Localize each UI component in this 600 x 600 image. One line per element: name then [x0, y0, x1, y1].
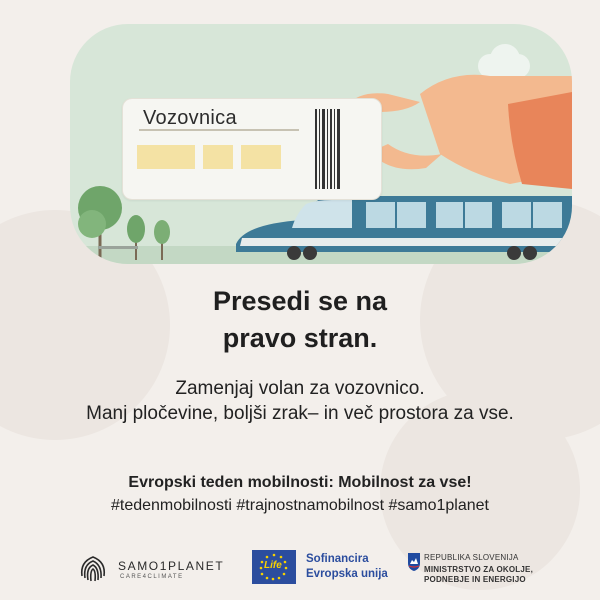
ticket-field [203, 145, 233, 169]
headline-line-2: pravo stran. [222, 323, 378, 353]
subtext-line-1: Zamenjaj volan za vozovnico. [175, 378, 425, 399]
eu-flag-icon [252, 550, 296, 584]
subtext [0, 376, 600, 426]
samo1planet-name: SAMO1PLANET [118, 559, 225, 573]
life-badge: Life [264, 560, 282, 571]
barcode [315, 109, 341, 189]
slovenia-line-2: MINISTRSTVO ZA OKOLJE, [424, 565, 533, 574]
ticket-underline [139, 129, 299, 131]
slovenia-line-3: PODNEBJE IN ENERGIJO [424, 575, 526, 584]
ticket-title: Vozovnica [143, 107, 237, 129]
campaign-title: Evropski teden mobilnosti: Mobilnost za vse! [128, 474, 472, 491]
slovenia-line-1: REPUBLIKA SLOVENIJA [424, 553, 519, 562]
subtext-line-2: Manj pločevine, boljši zrak– in več prostora za vse. [86, 403, 514, 424]
ticket-field [241, 145, 281, 169]
eu-cofunding-logo [252, 550, 392, 586]
samo1planet-tagline: CARE4CLIMATE [120, 574, 184, 580]
samo1planet-logo [76, 550, 236, 588]
headline-line-1: Presedi se na [212, 286, 388, 316]
slovenia-ministry-logo [408, 550, 558, 590]
eu-line-1: Sofinancira [306, 553, 369, 565]
ticket-field [137, 145, 195, 169]
partner-logos [0, 548, 600, 592]
campaign-hashtags: #tedenmobilnosti #trajnostnamobilnost #samo1planet [110, 497, 489, 514]
headline [0, 283, 600, 357]
eu-line-2: Evropska unija [306, 568, 388, 580]
ticket [122, 98, 382, 200]
fingerprint-icon [76, 552, 110, 586]
slovenia-coat-of-arms-icon [408, 553, 420, 571]
